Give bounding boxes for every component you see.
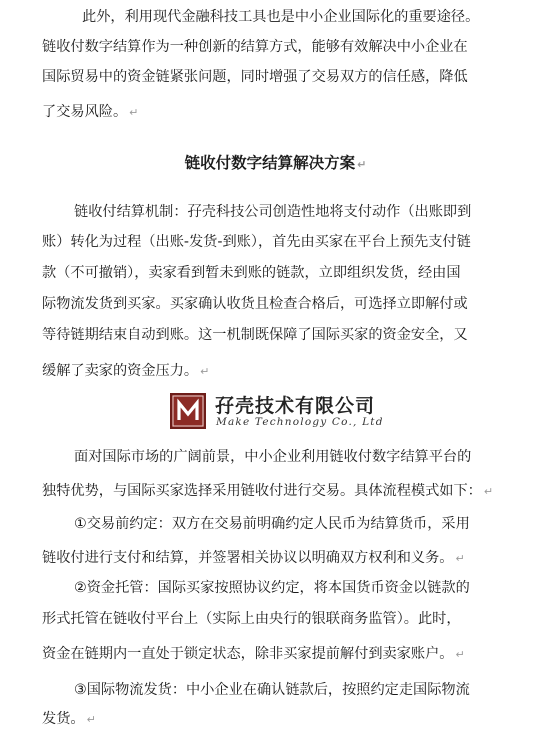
paragraph-3-line-2: 独特优势，与国际买家选择采用链收付进行交易。具体流程模式如下： ↵ <box>42 483 494 499</box>
paragraph-1-line-3: 国际贸易中的资金链紧张问题，同时增强了交易双方的信任感，降低 <box>42 69 468 85</box>
paragraph-mark: ↵ <box>357 158 367 171</box>
paragraph-1-line-4: 了交易风险。 ↵ <box>42 104 139 120</box>
item-1-line-2: 链收付进行支付和结算，并签署相关协议以明确双方权利和义务。 ↵ <box>42 550 465 566</box>
paragraph-1-line-2: 链收付数字结算作为一种创新的结算方式，能够有效解决中小企业在 <box>42 39 468 55</box>
paragraph-2-line-4: 际物流发货到买家。买家确认收货且检查合格后，可选择立即解付或 <box>42 296 468 312</box>
paragraph-3-line-1: 面对国际市场的广阔前景，中小企业利用链收付数字结算平台的 <box>74 449 472 465</box>
item-2-line-1: ②资金托管：国际买家按照协议约定，将本国货币资金以链款的 <box>74 580 470 596</box>
paragraph-1-line-1: 此外，利用现代金融科技工具也是中小企业国际化的重要途径。 <box>82 9 480 25</box>
logo-company-name-en: Make Technology Co., Ltd <box>216 416 384 428</box>
paragraph-2-line-2: 账）转化为过程（出账-发货-到账），首先由买家在平台上预先支付链 <box>42 234 471 250</box>
paragraph-mark: ↵ <box>129 106 139 119</box>
paragraph-mark: ↵ <box>455 648 465 661</box>
paragraph-2-line-5: 等待链期结束自动到账。这一机制既保障了国际买家的资金安全，又 <box>42 327 468 343</box>
logo-company-name-cn: 孖壳技术有限公司 <box>215 395 376 417</box>
paragraph-2-line-6: 缓解了卖家的资金压力。 ↵ <box>42 363 210 379</box>
paragraph-mark: ↵ <box>483 485 494 498</box>
item-3-line-2: 发货。 ↵ <box>42 711 96 727</box>
item-1-line-1: ①交易前约定：双方在交易前明确约定人民币为结算货币，采用 <box>74 516 470 532</box>
item-2-line-2: 形式托管在链收付平台上（实际上由央行的银联商务监管）。此时， <box>42 611 461 627</box>
section-title: 链收付数字结算解决方案 ↵ <box>184 154 367 172</box>
paragraph-mark: ↵ <box>86 713 96 726</box>
item-3-line-1: ③国际物流发货：中小企业在确认链款后，按照约定走国际物流 <box>74 682 470 698</box>
logo-m-icon <box>170 393 206 429</box>
item-2-line-3: 资金在链期内一直处于锁定状态，除非买家提前解付到卖家账户。 ↵ <box>42 646 465 662</box>
paragraph-mark: ↵ <box>200 365 210 378</box>
paragraph-2-line-3: 款（不可撤销），卖家看到暂未到账的链款，立即组织发货，经由国 <box>42 265 461 281</box>
company-logo <box>170 393 392 433</box>
paragraph-mark: ↵ <box>455 552 465 565</box>
paragraph-2-line-1: 链收付结算机制：孖壳科技公司创造性地将支付动作（出账即到 <box>74 204 472 220</box>
